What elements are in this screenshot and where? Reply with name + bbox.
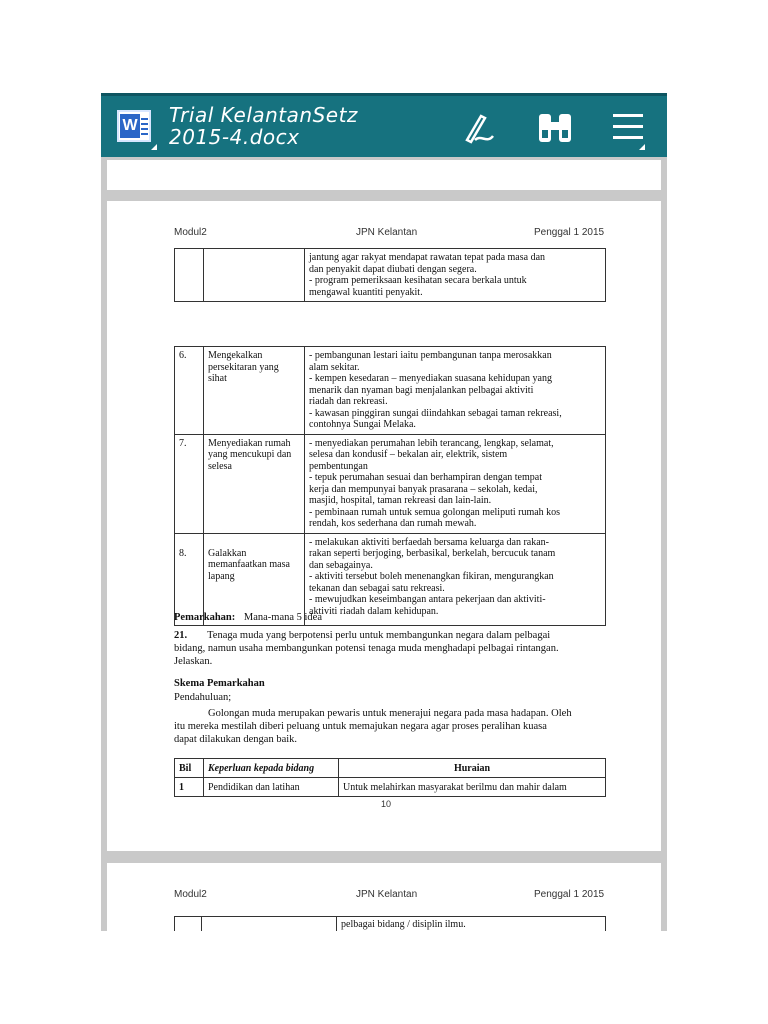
line: selesa dan kondusif – bekalan air, elektrik, sistem (309, 449, 508, 460)
table-row (175, 778, 606, 797)
col-header: Huraian (339, 759, 606, 778)
question-line: Tenaga muda yang berpotensi perlu untuk membangunkan negara dalam pelbagai (207, 630, 551, 641)
line: - melakukan aktiviti berfaedah bersama keluarga dan rakan- (309, 536, 549, 548)
table-row (175, 434, 606, 533)
row-content (305, 434, 606, 533)
line: tekanan dan sebagai satu rekreasi. (309, 582, 445, 594)
pemarkahan-label: Pemarkahan: (174, 612, 236, 623)
pendahuluan: Pendahuluan; (174, 692, 232, 703)
word-icon[interactable] (117, 110, 151, 142)
line: dan sebagainya. (309, 559, 373, 571)
intro-paragraph (174, 707, 614, 746)
line: masjid, hospital, taman rekreasi dan lain-lain. (309, 495, 492, 506)
app-bar (101, 93, 667, 157)
skema-heading: Skema Pemarkahan (174, 678, 265, 689)
document-title[interactable] (169, 104, 358, 148)
line: - mewujudkan keseimbangan antara pekerjaan dan aktiviti- (309, 594, 546, 605)
question-line: Jelaskan. (174, 656, 213, 667)
page-number: 10 (381, 799, 392, 809)
line: kerja dan mempunyai banyak prasarana – sekolah, kedai, (309, 483, 538, 495)
header-left: Modul2 (174, 227, 207, 238)
line: alam sekitar. (309, 361, 360, 373)
line: - pembangunan lestari iaitu pembangunan tanpa merosakkan (309, 350, 552, 361)
question-line: bidang, namun usaha membangunkan potensi tenaga muda menghadapi pelbagai rintangan. (174, 643, 559, 654)
empty-cell (175, 917, 202, 932)
row-content (305, 347, 606, 435)
line: menarik dan nyaman bagi menjalankan pelbagai aktiviti (309, 384, 534, 396)
edit-pen-icon[interactable] (457, 110, 497, 151)
row-title: Mengekalkan persekitaran yang sihat (204, 347, 305, 435)
paragraph-line: Golongan muda merupakan pewaris untuk menerajui negara pada masa hadapan. Oleh (208, 708, 572, 719)
word-lines (141, 118, 148, 138)
line: - tepuk perumahan sesuai dan berhampiran dengan tempat (309, 472, 542, 483)
question-21 (174, 629, 614, 668)
document-page-2 (107, 863, 661, 931)
line: rendah, kos sederhana dan rumah mewah. (309, 518, 477, 529)
title-line-1: Trial KelantanSetz (169, 103, 358, 127)
line: - kempen kesedaran – menyediakan suasana kehidupan yang (309, 373, 552, 384)
dropdown-corner-icon (151, 144, 157, 150)
line: - menyediakan perumahan lebih terancang, lengkap, selamat, (309, 437, 554, 449)
empty-cell (204, 249, 305, 302)
line: rakan seperti berjoging, berbasikal, berkelah, bercucuk tanam (309, 548, 556, 559)
col-header: Bil (175, 759, 204, 778)
header-center: JPN Kelantan (356, 227, 418, 238)
col-header: Keperluan kepada bidang (204, 759, 339, 778)
row-number: 7. (175, 434, 204, 533)
line: - aktiviti tersebut boleh menenangkan fikiran, mengurangkan (309, 571, 554, 582)
continuation-table (174, 248, 606, 302)
title-line-2: 2015-4.docx (169, 125, 300, 149)
page-gap-top (107, 160, 661, 190)
table-row (175, 917, 606, 932)
document-page (107, 201, 661, 851)
row-title: Galakkan memanfaatkan masa lapang (204, 533, 305, 625)
table-cell: 1 (175, 778, 204, 797)
table-cell: Pendidikan dan latihan (204, 778, 339, 797)
line: aktiviti riadah dalam kehidupan. (309, 605, 439, 617)
document-viewer (101, 93, 667, 931)
paragraph-line: dapat dilakukan dengan baik. (174, 734, 298, 745)
empty-cell (202, 917, 337, 932)
table-header-row (175, 759, 606, 778)
table-cell: pelbagai bidang / disiplin ilmu. (337, 917, 606, 932)
content-cell (305, 249, 606, 302)
bidang-table (174, 758, 606, 797)
paragraph-line: itu mereka mestilah diberi peluang untuk memajukan negara agar proses peralihan kuasa (174, 721, 547, 732)
question-number: 21. (174, 630, 188, 641)
line: dan penyakit dapat diubati dengan segera. (309, 263, 477, 275)
header-left: Modul2 (174, 889, 207, 900)
table-row (175, 347, 606, 435)
menu-corner-icon (639, 144, 645, 150)
line: riadah dan rekreasi. (309, 396, 388, 407)
header-right: Penggal 1 2015 (534, 227, 605, 238)
row-content (305, 533, 606, 625)
pemarkahan (174, 611, 322, 624)
line: - pembinaan rumah untuk semua golongan meliputi rumah kos (309, 506, 561, 518)
row-number: 8. (175, 533, 204, 625)
line: contohnya Sungai Melaka. (309, 419, 416, 430)
pemarkahan-text: Mana-mana 5 idea (243, 612, 323, 623)
line: - program pemeriksaan kesihatan secara berkala untuk (309, 275, 527, 286)
line: jantung agar rakyat mendapat rawatan tepat pada masa dan (309, 252, 546, 263)
header-right: Penggal 1 2015 (534, 889, 605, 900)
table-cell: Untuk melahirkan masyarakat berilmu dan mahir dalam (339, 778, 606, 797)
line: mengawal kuantiti penyakit. (309, 286, 423, 298)
ideas-table (174, 346, 606, 626)
line: - kawasan pinggiran sungai diindahkan sebagai taman rekreasi, (309, 407, 562, 419)
empty-cell (175, 249, 204, 302)
continuation-table-2 (174, 916, 606, 931)
row-number: 6. (175, 347, 204, 435)
binoculars-icon[interactable] (535, 110, 575, 151)
line: pembentungan (309, 460, 368, 472)
word-letter: W (120, 114, 140, 138)
header-center: JPN Kelantan (356, 889, 418, 900)
row-title: Menyediakan rumah yang mencukupi dan selesa (204, 434, 305, 533)
